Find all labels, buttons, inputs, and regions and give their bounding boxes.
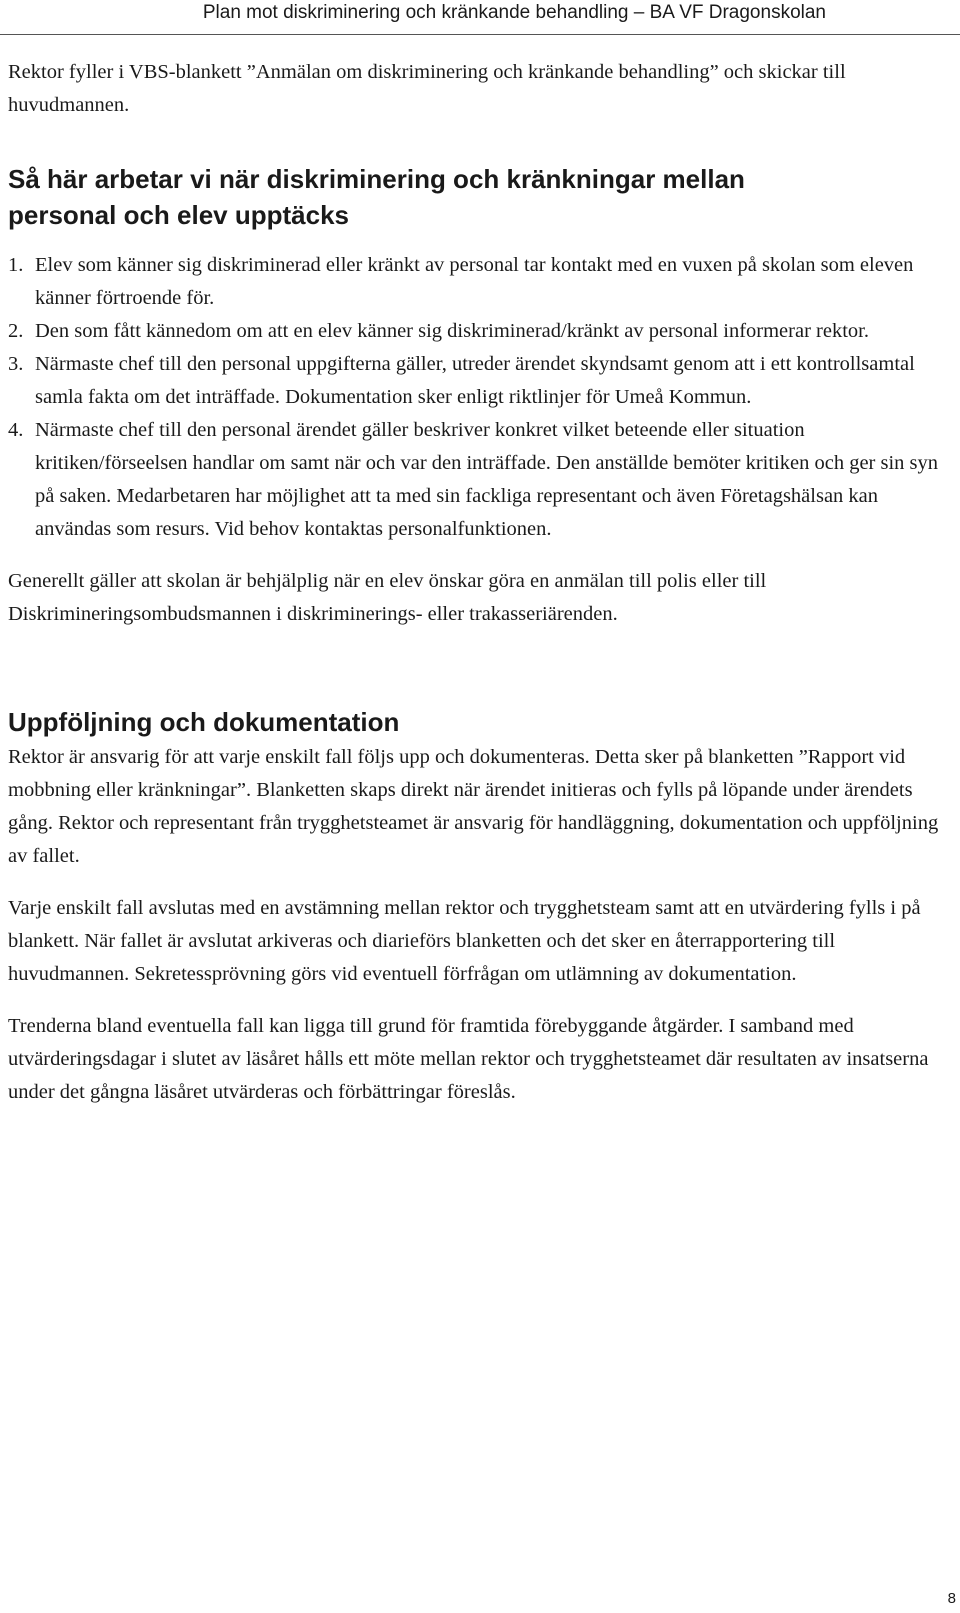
procedure-steps-list bbox=[8, 249, 958, 546]
step-text: Närmaste chef till den personal ärendet gäller beskriver konkret vilket beteende eller situation kritiken/förseelsen handlar om samt när och var den inträffade. Den anställde bemöter kritiken och ger sin syn på saken. Medarbetaren har möjlighet att ta med sin fackliga representant och även Företagshälsan kan användas som resurs. Vid behov kontaktas personalfunktionen. bbox=[35, 419, 939, 540]
followup-paragraph: Varje enskilt fall avslutas med en avstämning mellan rektor och trygghetsteam samt att en utvärdering fylls i på blankett. När fallet är avslutat arkiveras och diarieförs blanketten och det sker en återrapportering till huvudmannen. Sekretessprövning görs vid eventuell förfrågan om utlämning av dokumentation. bbox=[8, 897, 921, 985]
general-paragraph: Generellt gäller att skolan är behjälplig när en elev önskar göra en anmälan till polis eller till Diskrimineringsombudsmannen i diskriminerings- eller trakasseriärenden. bbox=[8, 570, 767, 625]
list-item bbox=[8, 414, 958, 546]
step-text: Elev som känner sig diskriminerad eller kränkt av personal tar kontakt med en vuxen på skolan som eleven känner förtroende för. bbox=[35, 254, 914, 309]
intro-paragraph: Rektor fyller i VBS-blankett ”Anmälan om diskriminering och kränkande behandling” och skickar till huvudmannen. bbox=[8, 61, 846, 116]
header-divider bbox=[0, 34, 960, 35]
list-item bbox=[8, 249, 958, 315]
running-header: Plan mot diskriminering och kränkande behandling – BA VF Dragonskolan bbox=[202, 2, 826, 23]
step-number: 1. bbox=[8, 254, 24, 276]
step-number: 3. bbox=[8, 353, 24, 375]
followup-paragraph: Trenderna bland eventuella fall kan ligga till grund för framtida förebyggande åtgärder. I samband med utvärderingsdagar i slutet av läsåret hålls ett möte mellan rektor och trygghetsteamet där resultaten av insatserna under det gångna läsåret utvärderas och förbättringar föreslås. bbox=[8, 1015, 929, 1103]
section-heading-discrimination: Så här arbetar vi när diskriminering och kränkningar mellan personal och elev upptäcks bbox=[8, 164, 745, 230]
step-text: Närmaste chef till den personal uppgifterna gäller, utreder ärendet skyndsamt genom att i ett kontrollsamtal samla fakta om det inträffade. Dokumentation sker enligt riktlinjer för Umeå Kommun. bbox=[35, 353, 915, 408]
page-content bbox=[8, 56, 958, 1109]
step-number: 2. bbox=[8, 320, 24, 342]
section-heading-followup: Uppföljning och dokumentation bbox=[8, 707, 400, 737]
list-item bbox=[8, 315, 958, 348]
list-item bbox=[8, 348, 958, 414]
step-number: 4. bbox=[8, 419, 24, 441]
page-number: 8 bbox=[947, 1590, 956, 1607]
step-text: Den som fått kännedom om att en elev känner sig diskriminerad/kränkt av personal informerar rektor. bbox=[35, 320, 869, 342]
followup-paragraph: Rektor är ansvarig för att varje enskilt fall följs upp och dokumenteras. Detta sker på blanketten ”Rapport vid mobbning eller kränkningar”. Blanketten skaps direkt när ärendet initieras och fylls på löpande under ärendets gång. Rektor och representant från trygghetsteamet är ansvarig för handläggning, dokumentation och uppföljning av fallet. bbox=[8, 746, 939, 867]
